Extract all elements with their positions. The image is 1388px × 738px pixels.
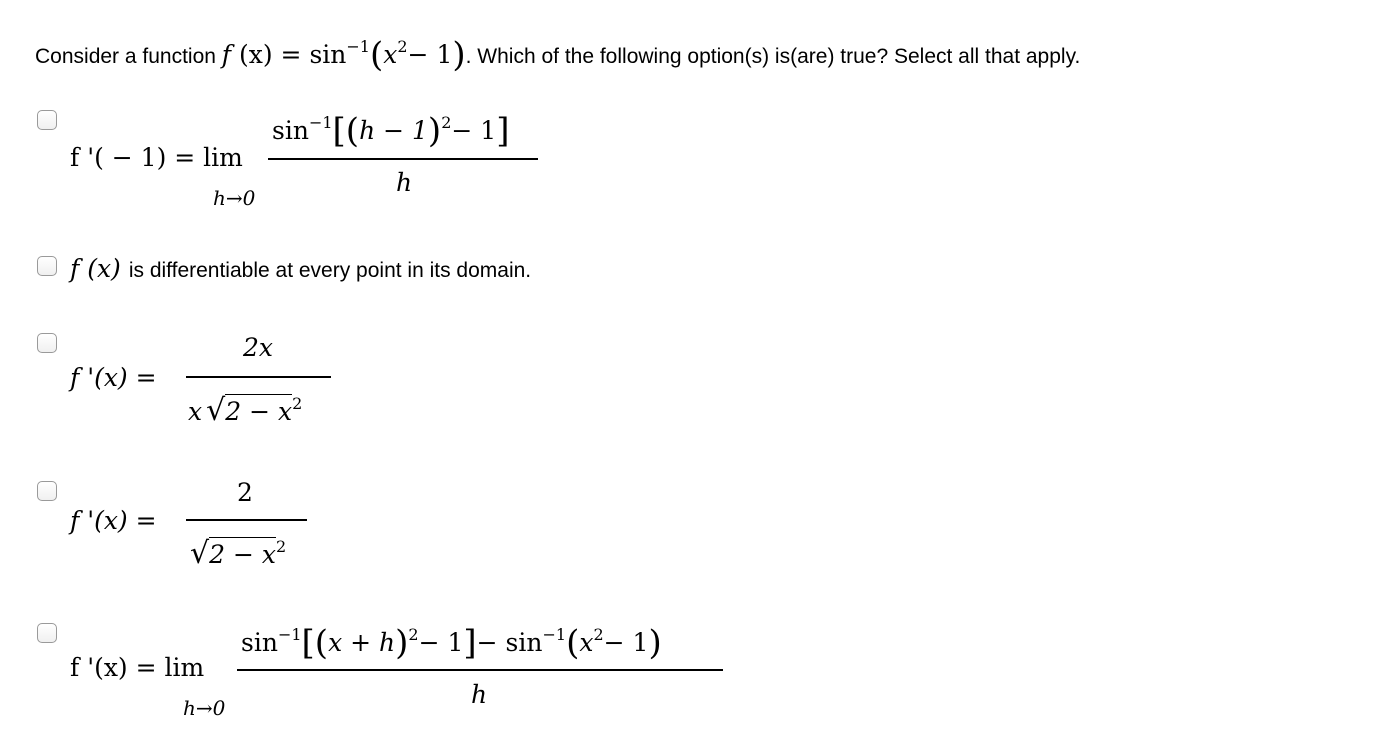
option-3-checkbox[interactable] xyxy=(37,333,57,353)
question-prefix: Consider a function xyxy=(35,45,222,68)
option-1-lhs: f '( − 1) = lim xyxy=(70,143,243,172)
option-3-fraction-bar xyxy=(186,376,331,378)
variable-x: x xyxy=(383,40,398,69)
option-1-numerator: sin−1[(h − 1)2− 1] xyxy=(272,111,510,151)
option-5-numerator: sin−1[(x + h)2− 1]− sin−1(x2− 1) xyxy=(241,623,662,663)
option-5-denominator: h xyxy=(471,680,488,709)
minus-one: − 1 xyxy=(407,40,453,69)
function-name: f xyxy=(221,40,232,69)
option-1-fraction-bar xyxy=(268,158,538,160)
option-5-checkbox[interactable] xyxy=(37,623,57,643)
option-5-fraction-bar xyxy=(237,669,723,671)
option-5-lhs: f '(x) = lim xyxy=(70,653,205,682)
paren-close: ) xyxy=(452,35,466,75)
option-2-fx: f (x) xyxy=(70,254,121,283)
option-5-limit-subscript: h→0 xyxy=(183,696,226,720)
option-2-checkbox[interactable] xyxy=(37,256,57,276)
question-suffix: . Which of the following option(s) is(are) true? Select all that apply. xyxy=(465,45,1081,68)
function-arg: (x) = xyxy=(231,40,310,69)
option-4-numerator: 2 xyxy=(237,478,253,507)
option-1-limit-subscript: h→0 xyxy=(213,186,256,210)
question-prompt xyxy=(35,32,1081,75)
option-3-denominator: x √2 − x2 xyxy=(188,393,303,428)
inverse-exponent: −1 xyxy=(346,37,370,56)
option-4-fraction-bar xyxy=(186,519,307,521)
option-4-lhs: f '(x) = xyxy=(70,506,157,535)
option-4-denominator: √2 − x2 xyxy=(190,536,287,571)
option-1-denominator: h xyxy=(396,168,413,197)
option-4-checkbox[interactable] xyxy=(37,481,57,501)
option-2-text: is differentiable at every point in its domain. xyxy=(128,259,532,282)
option-3-numerator: 2x xyxy=(243,333,274,362)
square-root-symbol: √ xyxy=(206,393,226,428)
paren-open: ( xyxy=(369,35,384,75)
sin-label: sin xyxy=(309,40,347,69)
option-2-statement xyxy=(70,254,531,283)
option-1-checkbox[interactable] xyxy=(37,110,57,130)
square-root-symbol: √ xyxy=(190,536,210,571)
option-3-lhs: f '(x) = xyxy=(70,363,157,392)
square-exponent: 2 xyxy=(397,37,408,56)
